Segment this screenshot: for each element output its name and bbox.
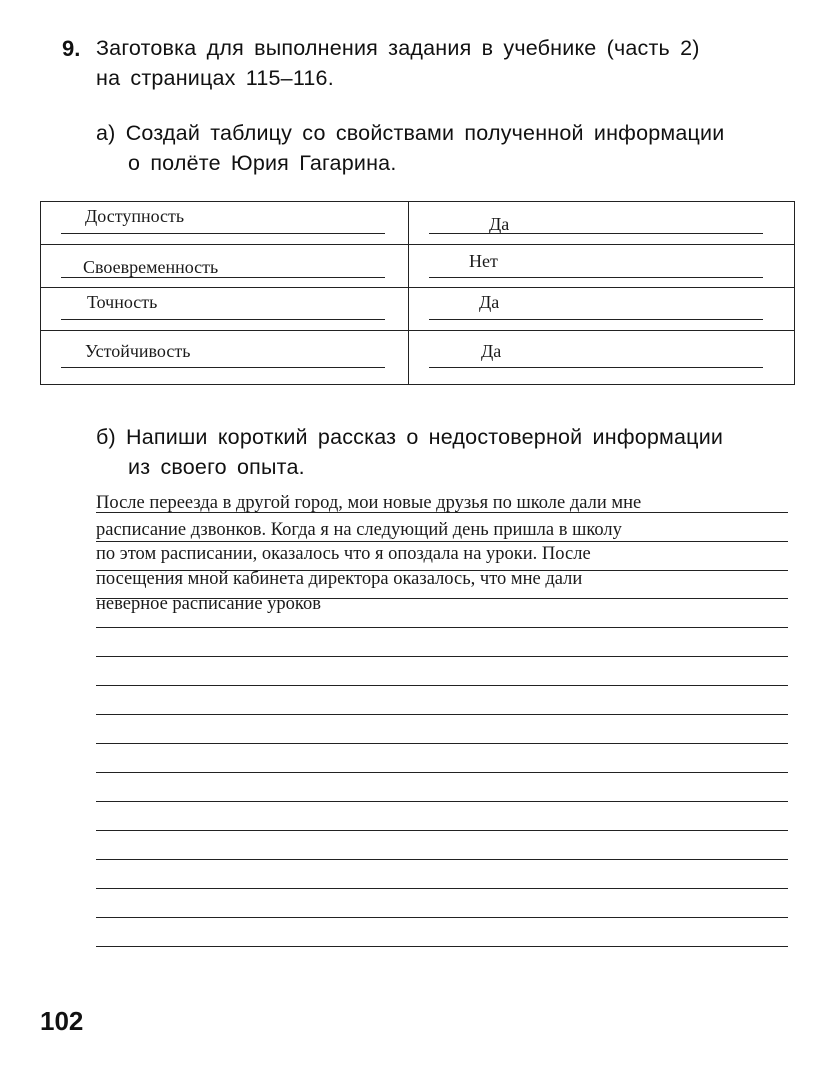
table-row: [41, 202, 795, 245]
answer-line: [61, 233, 385, 234]
writing-line: [96, 772, 788, 773]
writing-line: [96, 541, 788, 542]
writing-line: [96, 598, 788, 599]
answer-line: [429, 233, 763, 234]
writing-line: [96, 656, 788, 657]
answer-line: [429, 367, 763, 368]
story-text-line: посещения мной кабинета директора оказалось, что мне дали: [96, 569, 583, 589]
writing-line: [96, 570, 788, 571]
writing-line: [96, 830, 788, 831]
story-text-line: неверное расписание уроков: [96, 594, 321, 614]
table-row: [41, 331, 795, 385]
story-text-line: по этом расписании, оказалось что я опоздала на уроки. После: [96, 544, 591, 564]
writing-line: [96, 917, 788, 918]
writing-line: [96, 714, 788, 715]
value-cell: [409, 202, 795, 245]
writing-line: [96, 627, 788, 628]
answer-line: [61, 319, 385, 320]
value-text: Да: [489, 214, 510, 234]
property-text: Доступность: [85, 206, 185, 226]
part-a-text-line-2: о полёте Юрия Гагарина.: [128, 151, 397, 175]
property-cell: [41, 288, 409, 331]
table-row: [41, 245, 795, 288]
part-b-text-line-1: б) Напиши короткий рассказ о недостоверной информации: [96, 425, 724, 449]
properties-table: [40, 201, 795, 385]
task-number: 9.: [62, 36, 81, 61]
writing-line: [96, 743, 788, 744]
value-cell: [409, 245, 795, 288]
value-text: Да: [479, 292, 500, 312]
writing-line: [96, 685, 788, 686]
task-text-line-1: Заготовка для выполнения задания в учебнике (часть 2): [96, 36, 700, 60]
answer-line: [61, 367, 385, 368]
part-b-text-line-2: из своего опыта.: [128, 455, 305, 479]
page-number: 102: [40, 1006, 84, 1036]
writing-line: [96, 801, 788, 802]
writing-line: [96, 512, 788, 513]
property-text: Устойчивость: [85, 341, 191, 361]
task-text-line-2: на страницах 115–116.: [96, 66, 334, 90]
value-cell: [409, 331, 795, 385]
property-text: Точность: [87, 292, 158, 312]
property-cell: [41, 331, 409, 385]
answer-line: [429, 277, 763, 278]
answer-line: [61, 277, 385, 278]
story-text-line: После переезда в другой город, мои новые друзья по школе дали мне: [96, 493, 642, 513]
value-text: Нет: [469, 251, 498, 271]
property-cell: [41, 245, 409, 288]
writing-line: [96, 946, 788, 947]
value-cell: [409, 288, 795, 331]
property-cell: [41, 202, 409, 245]
value-text: Да: [481, 341, 502, 361]
answer-line: [429, 319, 763, 320]
writing-line: [96, 859, 788, 860]
writing-line: [96, 888, 788, 889]
table-row: [41, 288, 795, 331]
story-text-line: расписание дзвонков. Когда я на следующий день пришла в школу: [96, 520, 622, 540]
property-text: Своевременность: [83, 257, 219, 277]
part-a-text-line-1: а) Создай таблицу со свойствами полученной информации: [96, 121, 725, 145]
